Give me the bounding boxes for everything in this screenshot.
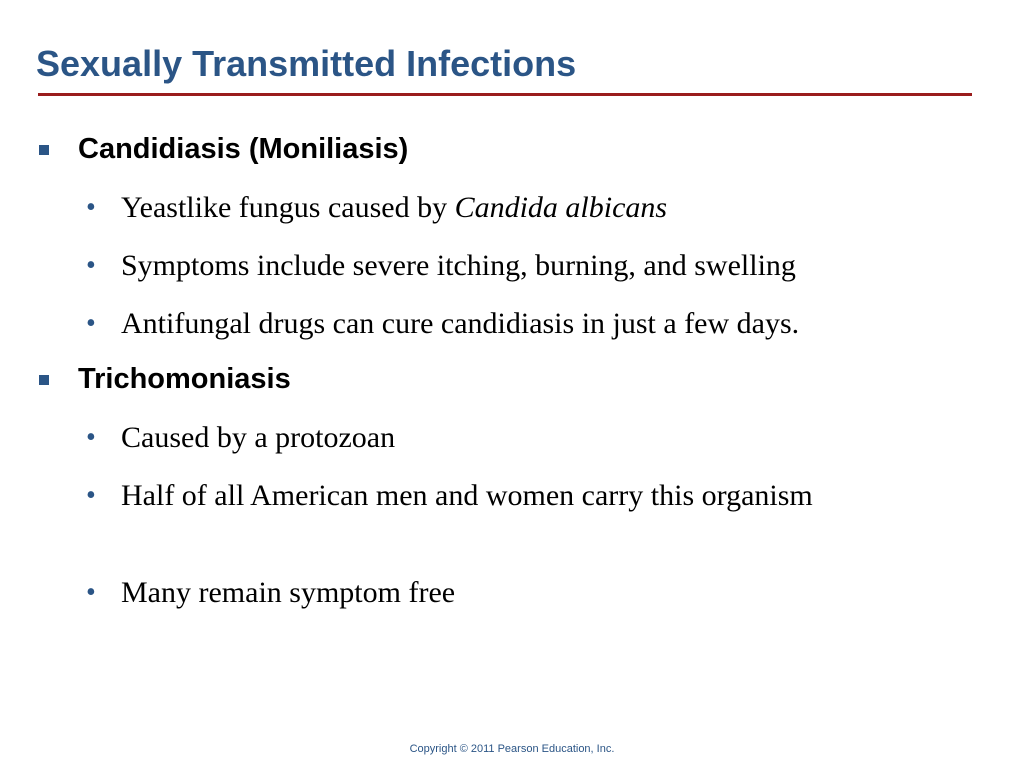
topic-label: Trichomoniasis [78,363,291,395]
title-divider [38,93,972,96]
list-item-text: Caused by a protozoan [121,421,396,454]
list-item-text: Many remain symptom free [121,576,456,609]
dot-bullet-icon: • [86,250,96,281]
slide-title: Sexually Transmitted Infections [36,43,577,84]
list-item-text: Symptoms include severe itching, burning, and swelling [121,249,796,282]
square-bullet-icon [39,375,49,385]
dot-bullet-icon: • [86,480,96,511]
list-item-text: Half of all American men and women carry this organism [121,479,813,512]
dot-bullet-icon: • [86,422,96,453]
square-bullet-icon [39,145,49,155]
topic-label: Candidiasis (Moniliasis) [78,133,409,165]
dot-bullet-icon: • [86,577,96,608]
list-item-text: Antifungal drugs can cure candidiasis in just a few days. [121,307,800,340]
copyright-footer: Copyright © 2011 Pearson Education, Inc. [409,743,615,755]
dot-bullet-icon: • [86,308,96,339]
list-item-text: Yeastlike fungus caused by Candida albicans [121,191,668,224]
dot-bullet-icon: • [86,192,96,223]
